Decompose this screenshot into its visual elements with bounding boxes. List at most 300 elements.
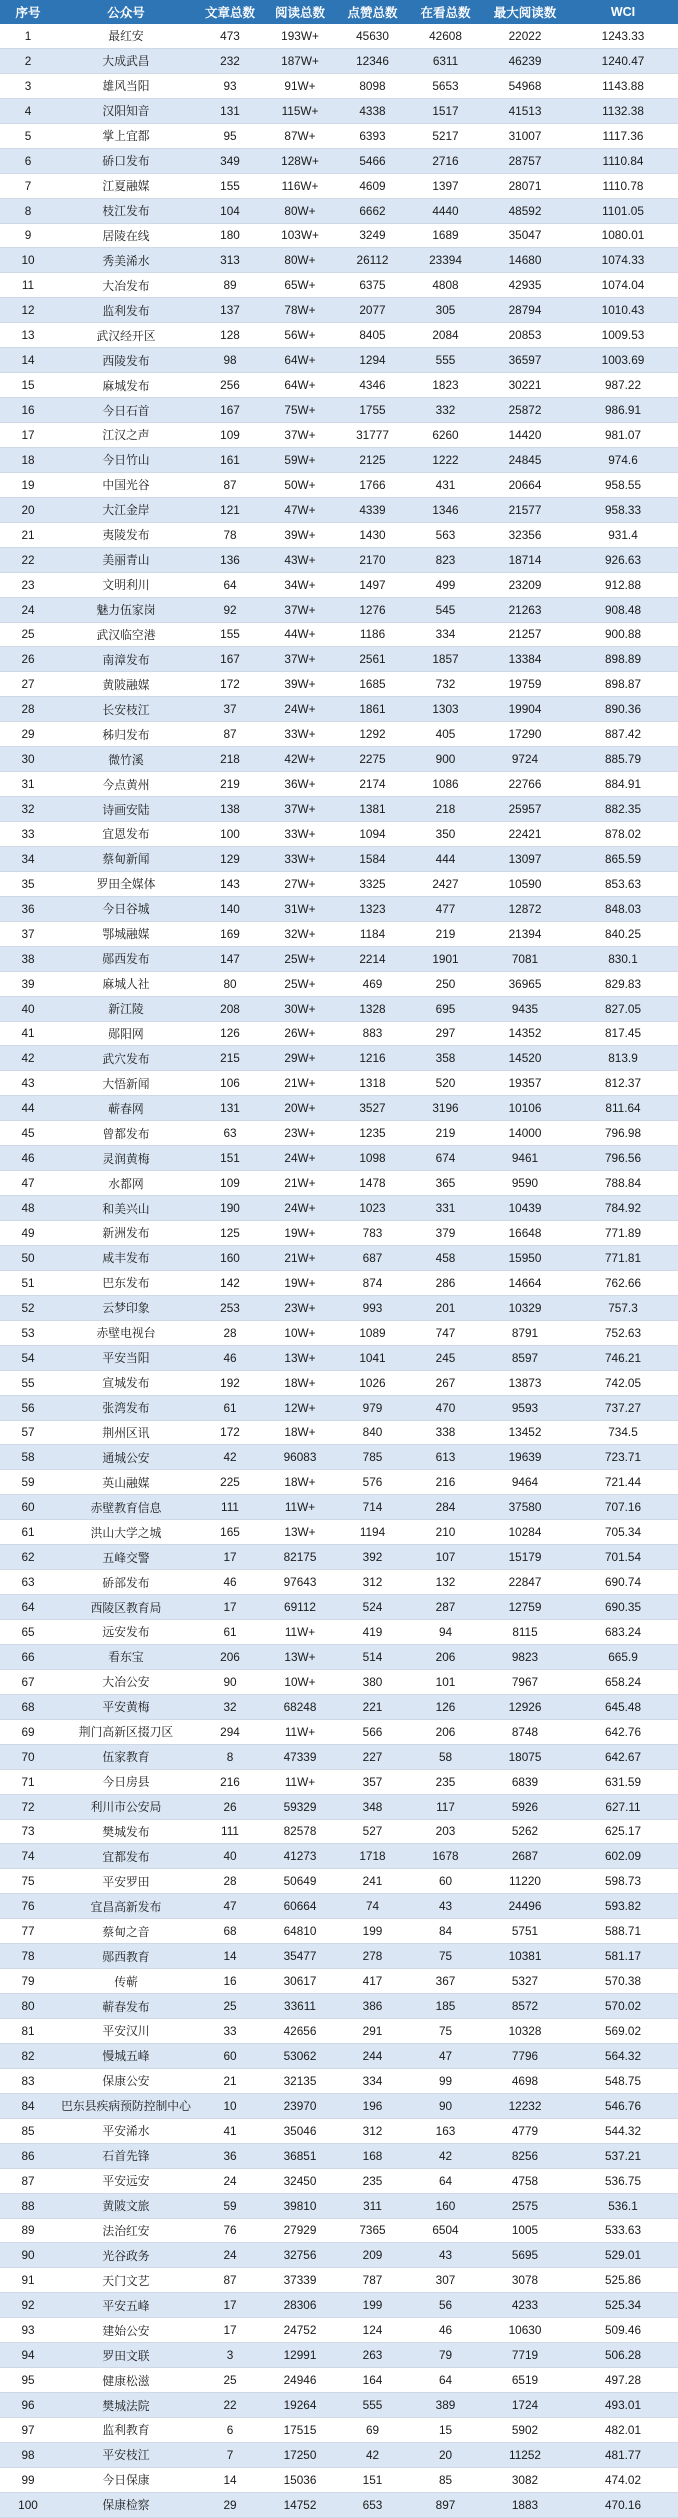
rank-cell: 26 <box>0 647 56 672</box>
max-read-cell: 14664 <box>482 1270 568 1295</box>
max-read-cell: 1005 <box>482 2218 568 2243</box>
like-total-cell: 1094 <box>336 822 409 847</box>
like-total-cell: 1276 <box>336 597 409 622</box>
read-total-cell: 75W+ <box>264 398 336 423</box>
table-row <box>0 1545 678 1570</box>
rank-cell: 98 <box>0 2442 56 2467</box>
like-total-cell: 4338 <box>336 98 409 123</box>
account-name-cell: 黄陂融媒 <box>56 672 196 697</box>
rank-cell: 32 <box>0 797 56 822</box>
read-total-cell: 80W+ <box>264 248 336 273</box>
table-row <box>0 747 678 772</box>
watching-total-cell: 64 <box>409 2368 482 2393</box>
table-row <box>0 248 678 273</box>
article-count-cell: 95 <box>196 123 264 148</box>
table-row <box>0 1894 678 1919</box>
article-count-cell: 294 <box>196 1719 264 1744</box>
wci-cell: 723.71 <box>568 1445 678 1470</box>
wci-cell: 474.02 <box>568 2467 678 2492</box>
max-read-cell: 5327 <box>482 1969 568 1994</box>
like-total-cell: 312 <box>336 1570 409 1595</box>
table-row <box>0 1794 678 1819</box>
article-count-cell: 140 <box>196 896 264 921</box>
account-name-cell: 大成武昌 <box>56 48 196 73</box>
table-row <box>0 772 678 797</box>
table-row <box>0 1769 678 1794</box>
rank-cell: 66 <box>0 1644 56 1669</box>
account-name-cell: 利川市公安局 <box>56 1794 196 1819</box>
watching-total-cell: 365 <box>409 1171 482 1196</box>
article-count-cell: 98 <box>196 348 264 373</box>
account-name-cell: 枝江发布 <box>56 198 196 223</box>
article-count-cell: 190 <box>196 1196 264 1221</box>
article-count-cell: 10 <box>196 2093 264 2118</box>
article-count-cell: 165 <box>196 1520 264 1545</box>
wci-cell: 642.67 <box>568 1744 678 1769</box>
table-row <box>0 1919 678 1944</box>
account-name-cell: 南漳发布 <box>56 647 196 672</box>
watching-total-cell: 64 <box>409 2168 482 2193</box>
rank-cell: 9 <box>0 223 56 248</box>
max-read-cell: 46239 <box>482 48 568 73</box>
wci-cell: 884.91 <box>568 772 678 797</box>
table-row <box>0 2019 678 2044</box>
table-row <box>0 622 678 647</box>
rank-cell: 71 <box>0 1769 56 1794</box>
rank-cell: 67 <box>0 1669 56 1694</box>
watching-total-cell: 42 <box>409 2143 482 2168</box>
wci-cell: 865.59 <box>568 846 678 871</box>
rank-cell: 73 <box>0 1819 56 1844</box>
like-total-cell: 1478 <box>336 1171 409 1196</box>
max-read-cell: 14352 <box>482 1021 568 1046</box>
article-count-cell: 473 <box>196 24 264 48</box>
like-total-cell: 566 <box>336 1719 409 1744</box>
watching-total-cell: 90 <box>409 2093 482 2118</box>
rank-cell: 52 <box>0 1295 56 1320</box>
wci-cell: 811.64 <box>568 1096 678 1121</box>
read-total-cell: 56W+ <box>264 323 336 348</box>
wci-cell: 812.37 <box>568 1071 678 1096</box>
table-row <box>0 1520 678 1545</box>
account-name-cell: 今日房县 <box>56 1769 196 1794</box>
rank-cell: 29 <box>0 722 56 747</box>
read-total-cell: 19W+ <box>264 1270 336 1295</box>
max-read-cell: 24845 <box>482 447 568 472</box>
read-total-cell: 47W+ <box>264 497 336 522</box>
header-reads: 阅读总数 <box>264 0 336 24</box>
article-count-cell: 78 <box>196 522 264 547</box>
read-total-cell: 47339 <box>264 1744 336 1769</box>
read-total-cell: 11W+ <box>264 1495 336 1520</box>
account-name-cell: 江夏融媒 <box>56 173 196 198</box>
watching-total-cell: 431 <box>409 472 482 497</box>
like-total-cell: 4339 <box>336 497 409 522</box>
max-read-cell: 10284 <box>482 1520 568 1545</box>
read-total-cell: 41273 <box>264 1844 336 1869</box>
max-read-cell: 23209 <box>482 572 568 597</box>
account-name-cell: 秭归发布 <box>56 722 196 747</box>
article-count-cell: 32 <box>196 1694 264 1719</box>
account-name-cell: 美丽青山 <box>56 547 196 572</box>
article-count-cell: 192 <box>196 1370 264 1395</box>
watching-total-cell: 305 <box>409 298 482 323</box>
read-total-cell: 97643 <box>264 1570 336 1595</box>
wci-cell: 533.63 <box>568 2218 678 2243</box>
wci-cell: 752.63 <box>568 1320 678 1345</box>
account-name-cell: 和美兴山 <box>56 1196 196 1221</box>
article-count-cell: 131 <box>196 1096 264 1121</box>
read-total-cell: 59329 <box>264 1794 336 1819</box>
read-total-cell: 12W+ <box>264 1395 336 1420</box>
wci-cell: 1110.78 <box>568 173 678 198</box>
read-total-cell: 64810 <box>264 1919 336 1944</box>
table-row <box>0 2318 678 2343</box>
read-total-cell: 20W+ <box>264 1096 336 1121</box>
max-read-cell: 22022 <box>482 24 568 48</box>
rank-cell: 16 <box>0 398 56 423</box>
table-row <box>0 1221 678 1246</box>
table-row <box>0 198 678 223</box>
account-name-cell: 樊城发布 <box>56 1819 196 1844</box>
max-read-cell: 12232 <box>482 2093 568 2118</box>
table-row <box>0 2193 678 2218</box>
read-total-cell: 30617 <box>264 1969 336 1994</box>
read-total-cell: 24752 <box>264 2318 336 2343</box>
like-total-cell: 1685 <box>336 672 409 697</box>
read-total-cell: 91W+ <box>264 73 336 98</box>
rank-cell: 36 <box>0 896 56 921</box>
account-name-cell: 灵润黄梅 <box>56 1146 196 1171</box>
table-row <box>0 971 678 996</box>
watching-total-cell: 405 <box>409 722 482 747</box>
like-total-cell: 2561 <box>336 647 409 672</box>
like-total-cell: 1186 <box>336 622 409 647</box>
max-read-cell: 32356 <box>482 522 568 547</box>
account-name-cell: 蔡甸之音 <box>56 1919 196 1944</box>
article-count-cell: 87 <box>196 472 264 497</box>
read-total-cell: 64W+ <box>264 348 336 373</box>
account-name-cell: 蔡甸新闻 <box>56 846 196 871</box>
like-total-cell: 392 <box>336 1545 409 1570</box>
article-count-cell: 136 <box>196 547 264 572</box>
read-total-cell: 18W+ <box>264 1370 336 1395</box>
watching-total-cell: 477 <box>409 896 482 921</box>
read-total-cell: 64W+ <box>264 373 336 398</box>
article-count-cell: 47 <box>196 1894 264 1919</box>
account-name-cell: 慢城五峰 <box>56 2043 196 2068</box>
table-row <box>0 2467 678 2492</box>
like-total-cell: 74 <box>336 1894 409 1919</box>
watching-total-cell: 5217 <box>409 123 482 148</box>
watching-total-cell: 2716 <box>409 148 482 173</box>
read-total-cell: 96083 <box>264 1445 336 1470</box>
rank-cell: 5 <box>0 123 56 148</box>
wci-cell: 931.4 <box>568 522 678 547</box>
max-read-cell: 13384 <box>482 647 568 672</box>
rank-cell: 44 <box>0 1096 56 1121</box>
rank-cell: 37 <box>0 921 56 946</box>
max-read-cell: 9724 <box>482 747 568 772</box>
watching-total-cell: 444 <box>409 846 482 871</box>
rank-cell: 96 <box>0 2393 56 2418</box>
rank-cell: 1 <box>0 24 56 48</box>
account-name-cell: 石首先锋 <box>56 2143 196 2168</box>
rank-cell: 15 <box>0 373 56 398</box>
max-read-cell: 28757 <box>482 148 568 173</box>
table-row <box>0 1570 678 1595</box>
header-articles: 文章总数 <box>196 0 264 24</box>
like-total-cell: 311 <box>336 2193 409 2218</box>
table-row <box>0 722 678 747</box>
account-name-cell: 中国光谷 <box>56 472 196 497</box>
watching-total-cell: 1678 <box>409 1844 482 1869</box>
read-total-cell: 13W+ <box>264 1345 336 1370</box>
account-name-cell: 平安枝江 <box>56 2442 196 2467</box>
like-total-cell: 6662 <box>336 198 409 223</box>
table-row <box>0 2293 678 2318</box>
table-row <box>0 797 678 822</box>
watching-total-cell: 1857 <box>409 647 482 672</box>
wci-cell: 627.11 <box>568 1794 678 1819</box>
table-row <box>0 1270 678 1295</box>
read-total-cell: 50W+ <box>264 472 336 497</box>
account-name-cell: 通城公安 <box>56 1445 196 1470</box>
article-count-cell: 100 <box>196 822 264 847</box>
rank-cell: 19 <box>0 472 56 497</box>
read-total-cell: 12991 <box>264 2343 336 2368</box>
like-total-cell: 3249 <box>336 223 409 248</box>
table-row <box>0 1295 678 1320</box>
rank-cell: 11 <box>0 273 56 298</box>
rank-cell: 80 <box>0 1994 56 2019</box>
like-total-cell: 524 <box>336 1595 409 1620</box>
wci-cell: 813.9 <box>568 1046 678 1071</box>
account-name-cell: 平安黄梅 <box>56 1694 196 1719</box>
like-total-cell: 227 <box>336 1744 409 1769</box>
article-count-cell: 61 <box>196 1395 264 1420</box>
table-row <box>0 298 678 323</box>
max-read-cell: 19357 <box>482 1071 568 1096</box>
watching-total-cell: 43 <box>409 2243 482 2268</box>
read-total-cell: 10W+ <box>264 1320 336 1345</box>
account-name-cell: 水都网 <box>56 1171 196 1196</box>
table-row <box>0 2068 678 2093</box>
max-read-cell: 10329 <box>482 1295 568 1320</box>
max-read-cell: 4698 <box>482 2068 568 2093</box>
account-name-cell: 宣城发布 <box>56 1370 196 1395</box>
account-name-cell: 保康检察 <box>56 2492 196 2517</box>
account-name-cell: 武汉临空港 <box>56 622 196 647</box>
max-read-cell: 13873 <box>482 1370 568 1395</box>
table-row <box>0 2393 678 2418</box>
wci-cell: 642.76 <box>568 1719 678 1744</box>
wci-cell: 546.76 <box>568 2093 678 2118</box>
max-read-cell: 16648 <box>482 1221 568 1246</box>
read-total-cell: 50649 <box>264 1869 336 1894</box>
like-total-cell: 783 <box>336 1221 409 1246</box>
rank-cell: 49 <box>0 1221 56 1246</box>
table-row <box>0 98 678 123</box>
rank-cell: 88 <box>0 2193 56 2218</box>
account-name-cell: 监利教育 <box>56 2418 196 2443</box>
like-total-cell: 42 <box>336 2442 409 2467</box>
wci-cell: 853.63 <box>568 871 678 896</box>
read-total-cell: 87W+ <box>264 123 336 148</box>
rank-cell: 13 <box>0 323 56 348</box>
account-name-cell: 居陵在线 <box>56 223 196 248</box>
max-read-cell: 36965 <box>482 971 568 996</box>
max-read-cell: 9464 <box>482 1470 568 1495</box>
read-total-cell: 60664 <box>264 1894 336 1919</box>
watching-total-cell: 47 <box>409 2043 482 2068</box>
max-read-cell: 36597 <box>482 348 568 373</box>
read-total-cell: 35046 <box>264 2118 336 2143</box>
table-row <box>0 1121 678 1146</box>
article-count-cell: 17 <box>196 1595 264 1620</box>
header-row <box>0 0 678 24</box>
read-total-cell: 31W+ <box>264 896 336 921</box>
watching-total-cell: 286 <box>409 1270 482 1295</box>
rank-cell: 69 <box>0 1719 56 1744</box>
max-read-cell: 14000 <box>482 1121 568 1146</box>
like-total-cell: 687 <box>336 1245 409 1270</box>
rank-cell: 17 <box>0 423 56 448</box>
like-total-cell: 1328 <box>336 996 409 1021</box>
table-row <box>0 1495 678 1520</box>
account-name-cell: 伍家教育 <box>56 1744 196 1769</box>
max-read-cell: 10590 <box>482 871 568 896</box>
read-total-cell: 33W+ <box>264 822 336 847</box>
account-name-cell: 郧阳网 <box>56 1021 196 1046</box>
article-count-cell: 218 <box>196 747 264 772</box>
watching-total-cell: 1517 <box>409 98 482 123</box>
rank-cell: 55 <box>0 1370 56 1395</box>
rank-cell: 40 <box>0 996 56 1021</box>
like-total-cell: 334 <box>336 2068 409 2093</box>
like-total-cell: 291 <box>336 2019 409 2044</box>
article-count-cell: 106 <box>196 1071 264 1096</box>
watching-total-cell: 545 <box>409 597 482 622</box>
article-count-cell: 256 <box>196 373 264 398</box>
table-row <box>0 822 678 847</box>
table-row <box>0 173 678 198</box>
account-name-cell: 咸丰发布 <box>56 1245 196 1270</box>
rank-cell: 46 <box>0 1146 56 1171</box>
wci-cell: 898.87 <box>568 672 678 697</box>
like-total-cell: 1089 <box>336 1320 409 1345</box>
like-total-cell: 2174 <box>336 772 409 797</box>
wci-cell: 509.46 <box>568 2318 678 2343</box>
rank-cell: 64 <box>0 1595 56 1620</box>
article-count-cell: 215 <box>196 1046 264 1071</box>
wci-cell: 506.28 <box>568 2343 678 2368</box>
read-total-cell: 59W+ <box>264 447 336 472</box>
article-count-cell: 61 <box>196 1620 264 1645</box>
wci-cell: 829.83 <box>568 971 678 996</box>
max-read-cell: 48592 <box>482 198 568 223</box>
account-name-cell: 武穴发布 <box>56 1046 196 1071</box>
account-name-cell: 硚部发布 <box>56 1570 196 1595</box>
account-name-cell: 宜恩发布 <box>56 822 196 847</box>
wci-cell: 529.01 <box>568 2243 678 2268</box>
like-total-cell: 1235 <box>336 1121 409 1146</box>
table-row <box>0 1719 678 1744</box>
table-body <box>0 24 678 2517</box>
watching-total-cell: 695 <box>409 996 482 1021</box>
like-total-cell: 1292 <box>336 722 409 747</box>
article-count-cell: 219 <box>196 772 264 797</box>
account-name-cell: 宜昌高新发布 <box>56 1894 196 1919</box>
max-read-cell: 31007 <box>482 123 568 148</box>
wci-cell: 570.02 <box>568 1994 678 2019</box>
wci-cell: 827.05 <box>568 996 678 1021</box>
account-name-cell: 看东宝 <box>56 1644 196 1669</box>
max-read-cell: 9823 <box>482 1644 568 1669</box>
wci-cell: 1243.33 <box>568 24 678 48</box>
like-total-cell: 69 <box>336 2418 409 2443</box>
account-name-cell: 荆州区讯 <box>56 1420 196 1445</box>
table-row <box>0 1370 678 1395</box>
rank-cell: 33 <box>0 822 56 847</box>
max-read-cell: 12759 <box>482 1595 568 1620</box>
article-count-cell: 17 <box>196 2293 264 2318</box>
rank-cell: 82 <box>0 2043 56 2068</box>
account-name-cell: 今日竹山 <box>56 447 196 472</box>
read-total-cell: 43W+ <box>264 547 336 572</box>
table-row <box>0 2343 678 2368</box>
watching-total-cell: 101 <box>409 1669 482 1694</box>
account-name-cell: 鄂城融媒 <box>56 921 196 946</box>
article-count-cell: 151 <box>196 1146 264 1171</box>
account-name-cell: 汉阳知音 <box>56 98 196 123</box>
watching-total-cell: 4440 <box>409 198 482 223</box>
watching-total-cell: 2084 <box>409 323 482 348</box>
table-row <box>0 547 678 572</box>
read-total-cell: 15036 <box>264 2467 336 2492</box>
table-row <box>0 846 678 871</box>
wci-cell: 737.27 <box>568 1395 678 1420</box>
max-read-cell: 10630 <box>482 2318 568 2343</box>
max-read-cell: 9593 <box>482 1395 568 1420</box>
rank-cell: 89 <box>0 2218 56 2243</box>
table-row <box>0 2243 678 2268</box>
article-count-cell: 14 <box>196 1944 264 1969</box>
read-total-cell: 21W+ <box>264 1245 336 1270</box>
article-count-cell: 216 <box>196 1769 264 1794</box>
rank-cell: 72 <box>0 1794 56 1819</box>
rank-cell: 91 <box>0 2268 56 2293</box>
article-count-cell: 29 <box>196 2492 264 2517</box>
max-read-cell: 28071 <box>482 173 568 198</box>
like-total-cell: 3325 <box>336 871 409 896</box>
read-total-cell: 32135 <box>264 2068 336 2093</box>
account-name-cell: 郧西教育 <box>56 1944 196 1969</box>
article-count-cell: 143 <box>196 871 264 896</box>
like-total-cell: 12346 <box>336 48 409 73</box>
watching-total-cell: 107 <box>409 1545 482 1570</box>
table-row <box>0 223 678 248</box>
article-count-cell: 7 <box>196 2442 264 2467</box>
wci-cell: 1143.88 <box>568 73 678 98</box>
max-read-cell: 25872 <box>482 398 568 423</box>
like-total-cell: 2125 <box>336 447 409 472</box>
max-read-cell: 5926 <box>482 1794 568 1819</box>
table-row <box>0 24 678 48</box>
rank-cell: 42 <box>0 1046 56 1071</box>
max-read-cell: 7719 <box>482 2343 568 2368</box>
wci-cell: 734.5 <box>568 1420 678 1445</box>
